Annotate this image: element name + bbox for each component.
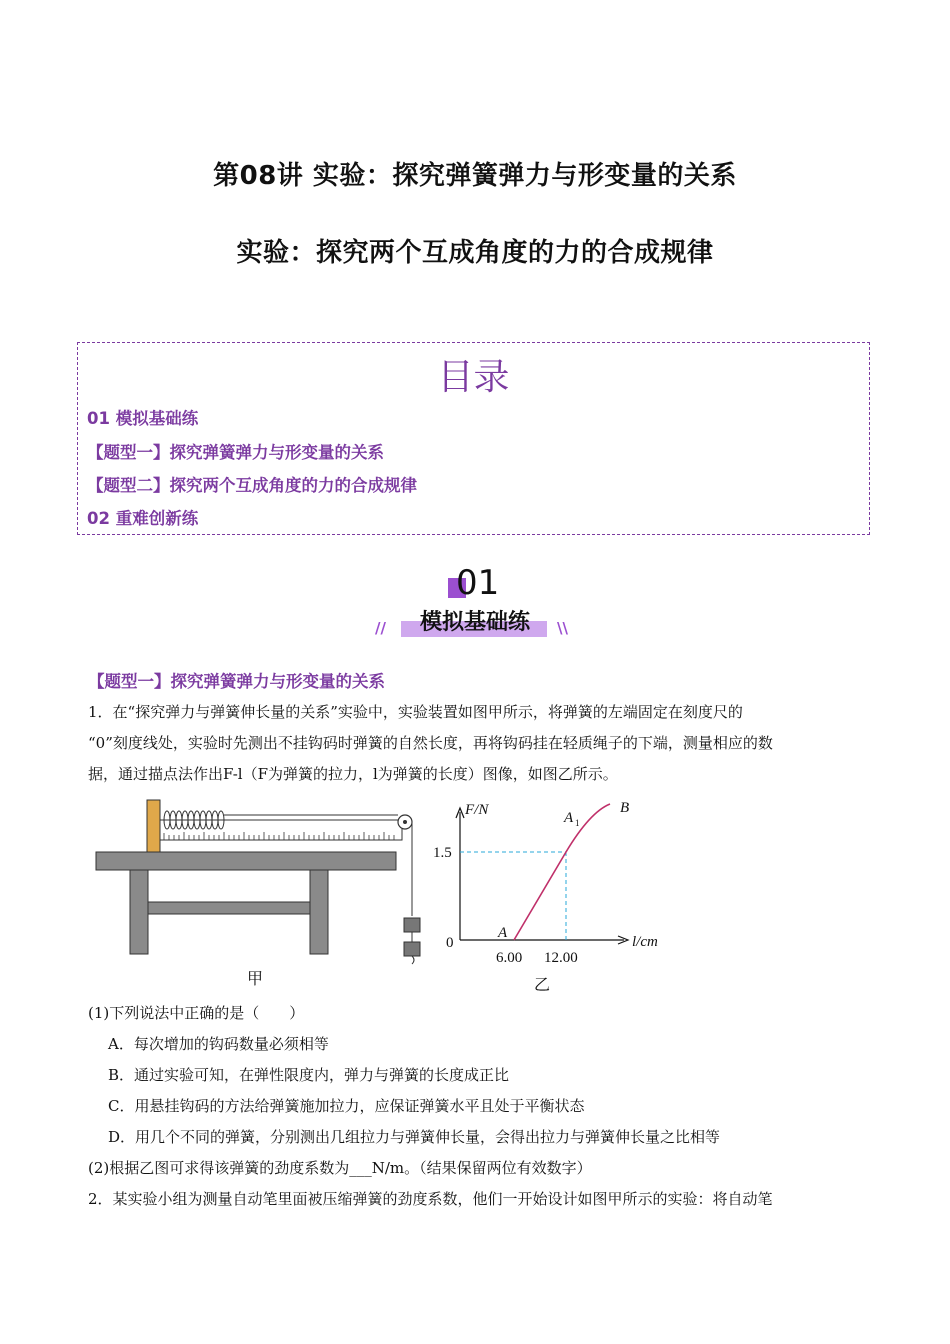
q1-option-b: B．通过实验可知，在弹性限度内，弹力与弹簧的长度成正比 [108, 1066, 510, 1084]
section-right-mark: \\ [557, 619, 568, 637]
toc-item-type-one[interactable]: 【题型一】探究弹簧弹力与形变量的关系 [87, 443, 384, 462]
section-title: 模拟基础练 [419, 610, 530, 635]
page-title-line1: 第08讲 实验：探究弹簧弹力与形变量的关系 [213, 161, 737, 191]
toc-heading: 目录 [437, 357, 510, 398]
figure-label-right: 乙 [533, 977, 551, 994]
q1-subquestion-2: (2)根据乙图可求得该弹簧的劲度系数为___N/m。（结果保留两位有效数字） [88, 1159, 592, 1177]
section-left-mark: // [375, 619, 386, 637]
q1-text-line1: 1．在“探究弹力与弹簧伸长量的关系”实验中，实验装置如图甲所示，将弹簧的左端固定在刻度尺的 [88, 703, 743, 721]
figure-label-left: 甲 [246, 971, 264, 988]
section-number-text: 01 [456, 563, 500, 603]
point-a1-subscript: 1 [575, 818, 580, 828]
q1-subquestion-1: (1)下列说法中正确的是（ ） [88, 1004, 305, 1022]
q1-text-line3: 据，通过描点法作出F-l（F为弹簧的拉力，l为弹簧的长度）图像，如图乙所示。 [88, 765, 618, 783]
point-b-label: B [620, 800, 630, 816]
x-tick-label-2: 12.00 [544, 950, 578, 966]
y-axis-label: F/N [465, 802, 489, 818]
table-of-contents [77, 342, 870, 535]
q1-figure [92, 790, 692, 1000]
origin-label: 0 [446, 935, 454, 951]
toc-item-basic-practice[interactable]: 01 模拟基础练 [87, 409, 199, 428]
force-curve [514, 804, 610, 940]
point-a1-label: A [564, 810, 574, 826]
x-axis-label: l/cm [632, 934, 658, 950]
q2-text-line1: 2．某实验小组为测量自动笔里面被压缩弹簧的劲度系数，他们一开始设计如图甲所示的实验：将自动笔 [88, 1190, 773, 1208]
section-number [446, 563, 506, 603]
apparatus-diagram [96, 800, 420, 988]
q1-option-c: C．用悬挂钩码的方法给弹簧施加拉力，应保证弹簧水平且处于平衡状态 [108, 1097, 585, 1115]
force-length-graph [433, 800, 658, 994]
point-a-label: A [498, 925, 508, 941]
q1-option-a: A．每次增加的钩码数量必须相等 [108, 1035, 329, 1053]
question-type-heading: 【题型一】探究弹簧弹力与形变量的关系 [88, 672, 385, 691]
section-header [375, 605, 575, 641]
q1-text-line2: “0”刻度线处，实验时先测出不挂钩码时弹簧的自然长度，再将钩码挂在轻质绳子的下端，测量相应的数 [88, 734, 773, 752]
y-tick-label: 1.5 [433, 845, 452, 861]
x-tick-label-1: 6.00 [496, 950, 523, 966]
toc-item-advanced-practice[interactable]: 02 重难创新练 [87, 509, 199, 528]
q1-option-d: D．用几个不同的弹簧，分别测出几组拉力与弹簧伸长量，会得出拉力与弹簧伸长量之比相等 [108, 1128, 721, 1146]
page-title-line2: 实验：探究两个互成角度的力的合成规律 [236, 238, 714, 268]
toc-item-type-two[interactable]: 【题型二】探究两个互成角度的力的合成规律 [87, 476, 417, 495]
